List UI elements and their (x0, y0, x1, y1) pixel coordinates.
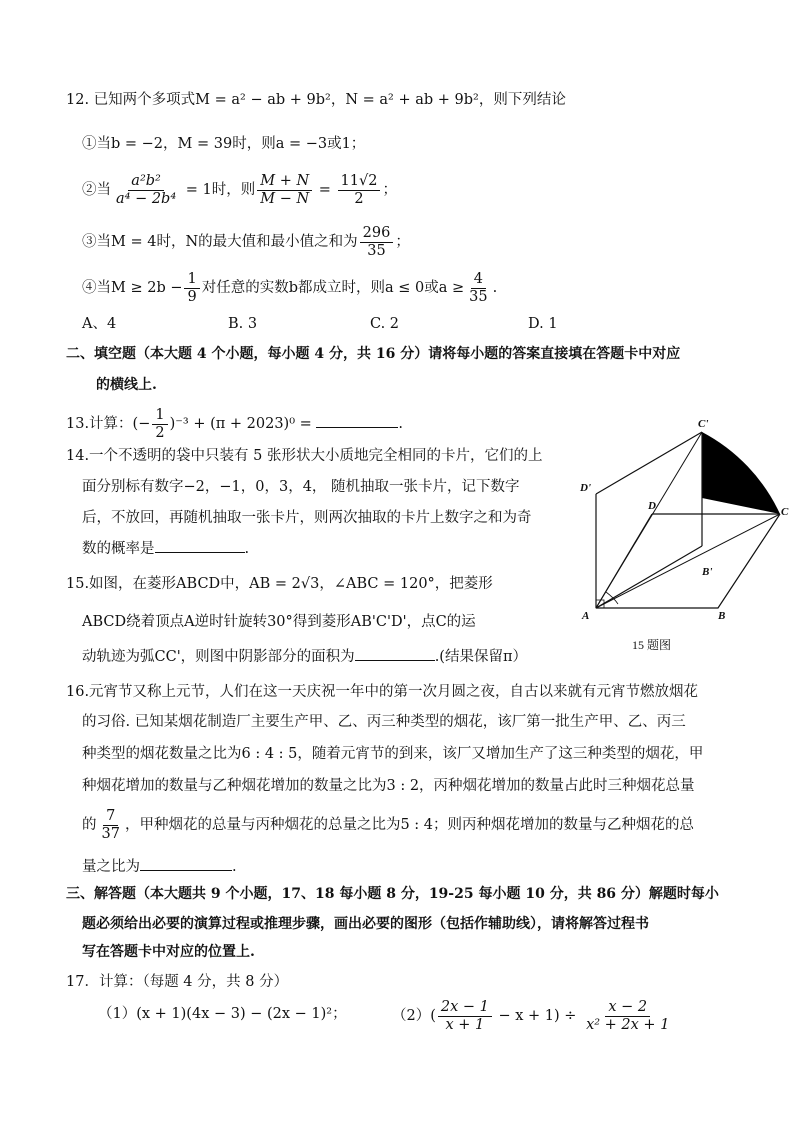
q12-choice-c: C. 2 (370, 316, 400, 332)
q12-option-2-mid: = 1时，则 (181, 182, 256, 198)
fraction-numerator: 1 (152, 407, 167, 425)
q13 (66, 404, 403, 444)
section-3-heading-cont-1: 题必须给出必要的演算过程或推理步骤，画出必要的图形（包括作辅助线），请将解答过程书 (82, 916, 649, 932)
q12-option-4 (82, 268, 497, 308)
label-c: C (781, 506, 789, 518)
q14-answer-blank[interactable] (155, 538, 245, 553)
fraction-numerator: 1 (184, 271, 199, 289)
q15-figure (578, 418, 790, 658)
q17-part-1: （1）(x + 1)(4x − 3) − (2x − 1)²； (98, 1006, 347, 1022)
section-3-heading-cont-2: 写在答题卡中对应的位置上. (82, 944, 255, 960)
section-2-heading: 二、填空题（本大题 4 个小题，每小题 4 分，共 16 分）请将每小题的答案直接填在答题卡中对应 (66, 346, 681, 362)
label-b: B (718, 610, 726, 622)
q12-choice-d: D. 1 (528, 316, 558, 332)
label-c-prime: C' (698, 418, 709, 430)
q13-answer-blank[interactable] (316, 413, 398, 428)
q13-suffix: )⁻³ + (π + 2023)⁰ = (169, 416, 317, 432)
fraction-denominator: 37 (101, 825, 120, 842)
q15-line-2: ABCD绕着顶点A逆时针旋转30°得到菱形AB'C'D'，点C的运 (82, 614, 476, 630)
fraction-numerator: a²b² (128, 173, 164, 191)
q16-end: . (232, 859, 237, 875)
diagonal-ac1 (596, 432, 702, 608)
q15-end: .(结果保留π） (434, 649, 527, 665)
fraction-denominator: 35 (367, 242, 386, 259)
fraction-numerator: 2x − 1 (438, 999, 492, 1017)
q16-fraction (99, 808, 123, 843)
q12-choice-a: A、4 (82, 316, 117, 332)
fraction-numerator: M + N (257, 173, 312, 191)
edge-b1a (596, 546, 702, 608)
fraction-numerator: 7 (103, 808, 118, 826)
label-b-prime: B' (702, 566, 713, 578)
q12-option-2-eq: = (314, 182, 336, 198)
fraction-denominator: 35 (469, 288, 488, 305)
q12-stem: 12. 已知两个多项式M = a² − ab + 9b²，N = a² + ab + 9b²，则下列结论 (66, 92, 566, 108)
q15-line-3 (82, 646, 527, 667)
q14-line-3: 后，不放回，再随机抽取一张卡片，则两次抽取的卡片上数字之和为奇 (82, 510, 532, 526)
q12-option-4-prefix: ④当M ≥ 2b − (82, 280, 183, 296)
fraction-denominator: 9 (187, 288, 197, 305)
q12-option-2 (82, 170, 397, 210)
q17-fraction-1 (438, 999, 492, 1034)
q14-line-2: 面分别标有数字−2，−1，0，3，4， 随机抽取一张卡片，记下数字 (82, 479, 520, 495)
q12-option-2-fraction-3 (338, 173, 381, 208)
label-a: A (582, 610, 590, 622)
q13-prefix: 13.计算：(− (66, 416, 151, 432)
q12-option-3 (82, 222, 410, 262)
q16-line-4: 种烟花增加的数量与乙种烟花增加的数量之比为3 : 2，丙种烟花增加的数量占此时三种烟花总量 (82, 778, 695, 794)
section-2-heading-cont: 的横线上. (96, 377, 157, 393)
label-d: D (648, 500, 656, 512)
q17-part-2-prefix: （2）( (392, 1008, 436, 1024)
q13-end: . (398, 416, 404, 432)
edge-d1c1 (596, 432, 702, 494)
fraction-denominator: x + 1 (445, 1016, 485, 1033)
fraction-denominator: a⁴ − 2b⁴ (116, 190, 177, 207)
q16-line-6 (82, 856, 237, 877)
q14-end: . (244, 541, 250, 557)
fraction-numerator: x − 2 (605, 999, 650, 1017)
q16-line-5-prefix: 的 (82, 817, 97, 833)
fraction-numerator: 296 (360, 225, 394, 243)
rhombus-diagram (578, 418, 790, 658)
q13-fraction (152, 407, 167, 442)
q16-line-6-text: 量之比为 (82, 859, 140, 875)
q16-answer-blank[interactable] (140, 856, 232, 871)
q17-part-2-mid: − x + 1) ÷ (493, 1008, 582, 1024)
q16-line-3: 种类型的烟花数量之比为6 : 4 : 5，随着元宵节的到来，该厂又增加生产了这三种类型的烟花，甲 (82, 746, 704, 762)
q12-option-2-end: ； (382, 182, 397, 198)
q12-choice-b: B. 3 (228, 316, 258, 332)
fraction-numerator: 4 (471, 271, 486, 289)
fraction-denominator: x² + 2x + 1 (586, 1016, 670, 1033)
shaded-region (702, 432, 780, 514)
q14-line-1: 14.一个不透明的袋中只装有 5 张形状大小质地完全相同的卡片，它们的上 (66, 448, 543, 464)
q12-option-3-prefix: ③当M = 4时，N的最大值和最小值之和为 (82, 234, 358, 250)
q12-option-1: ①当b = −2，M = 39时，则a = −3或1； (82, 136, 366, 152)
q12-option-4-mid: 对任意的实数b都成立时，则a ≤ 0或a ≥ (201, 280, 465, 296)
q12-option-4-end: . (492, 280, 498, 296)
q15-line-1: 15.如图，在菱形ABCD中，AB = 2√3，∠ABC = 120°，把菱形 (66, 576, 493, 592)
q15-answer-blank[interactable] (355, 646, 435, 661)
q16-line-5 (82, 805, 694, 845)
section-3-heading: 三、解答题（本大题共 9 个小题，17、18 每小题 8 分，19-25 每小题 10 分，共 86 分）解题时每小 (66, 886, 719, 902)
fraction-denominator: 2 (354, 190, 364, 207)
q14-line-4-text: 数的概率是 (82, 541, 155, 557)
q14-line-4 (82, 538, 249, 559)
q17-fraction-2 (583, 999, 672, 1034)
fraction-denominator: M − N (260, 190, 310, 207)
fraction-denominator: 2 (155, 424, 165, 441)
q15-line-3-text: 动轨迹为弧CC'，则图中阴影部分的面积为 (82, 649, 355, 665)
q12-option-3-fraction (360, 225, 394, 260)
q12-option-4-fraction-2 (466, 271, 490, 306)
label-d-prime: D' (580, 482, 591, 494)
q12-option-2-fraction-2 (257, 173, 312, 208)
q12-option-2-fraction-1 (113, 173, 179, 208)
q12-option-3-end: ； (395, 234, 410, 250)
q16-line-2: 的习俗. 已知某烟花制造厂主要生产甲、乙、丙三种类型的烟花，该厂第一批生产甲、乙、丙三 (82, 714, 686, 730)
figure-caption: 15 题图 (632, 638, 672, 652)
q12-option-2-prefix: ②当 (82, 182, 111, 198)
fraction-numerator: 11√2 (338, 173, 381, 191)
q17-part-2 (392, 996, 674, 1036)
q12-option-4-fraction-1 (184, 271, 199, 306)
q17-title: 17．计算：（每题 4 分，共 8 分） (66, 974, 289, 990)
q16-line-1: 16.元宵节又称上元节，人们在这一天庆祝一年中的第一次月圆之夜，自古以来就有元宵节燃放烟花 (66, 684, 699, 700)
q16-line-5-suffix: ，甲种烟花的总量与丙种烟花的总量之比为5 : 4；则丙种烟花增加的数量与乙种烟花的总 (124, 817, 695, 833)
